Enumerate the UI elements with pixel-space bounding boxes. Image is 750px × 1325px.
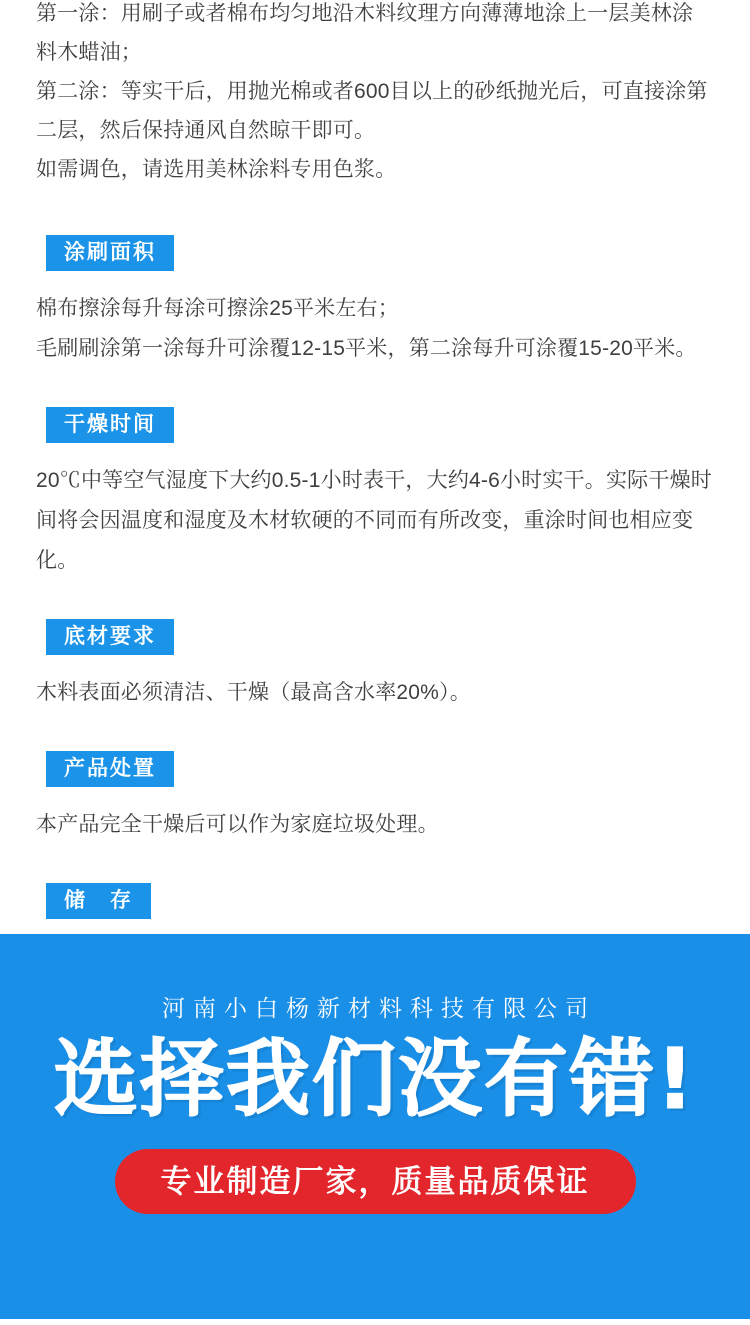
section-line: 毛刷刷涂第一涂每升可涂覆12-15平米，第二涂每升可涂覆15-20平米。 (36, 337, 697, 360)
section-body (36, 673, 714, 713)
section-heading-badge: 干燥时间 (46, 407, 174, 443)
section-drying-time (36, 407, 714, 581)
section-heading-wrap (46, 235, 714, 271)
section-heading-badge: 储 存 (46, 883, 151, 919)
section-substrate-requirements (36, 619, 714, 713)
intro-line-3: 如需调色，请选用美林涂料专用色浆。 (36, 158, 397, 181)
section-line: 20℃中等空气湿度下大约0.5-1小时表干，大约4-6小时实干。实际干燥时间将会因温度和湿度及木材软硬的不同而有所改变，重涂时间也相应变化。 (36, 469, 712, 572)
section-line: 棉布擦涂每升每涂可擦涂25平米左右； (36, 297, 399, 320)
quality-guarantee-button[interactable]: 专业制造厂家，质量品质保证 (115, 1149, 636, 1214)
section-coverage-area (36, 235, 714, 369)
section-body (36, 461, 714, 581)
section-body (36, 805, 714, 845)
section-heading-wrap (46, 407, 714, 443)
company-name: 河南小白杨新材料科技有限公司 (162, 995, 596, 1021)
section-line: 本产品完全干燥后可以作为家庭垃圾处理。 (36, 813, 439, 836)
section-line: 木料表面必须清洁、干燥（最高含水率20%）。 (36, 681, 471, 704)
banner-slogan: 选择我们没有错! (53, 1030, 697, 1128)
intro-line-2: 第二涂：等实干后，用抛光棉或者600目以上的砂纸抛光后，可直接涂第二层，然后保持通风自然晾干即可。 (36, 80, 708, 142)
cta-wrap (0, 1149, 750, 1214)
promo-banner (0, 934, 750, 1319)
section-product-disposal (36, 751, 714, 845)
section-heading-wrap (46, 619, 714, 655)
section-heading-wrap (46, 751, 714, 787)
section-heading-badge: 涂刷面积 (46, 235, 174, 271)
section-heading-badge: 产品处置 (46, 751, 174, 787)
section-heading-wrap (46, 883, 714, 919)
section-body (36, 289, 714, 369)
intro-line-1: 第一涂：用刷子或者棉布均匀地沿木料纹理方向薄薄地涂上一层美林涂料木蜡油； (36, 2, 694, 64)
section-heading-badge: 底材要求 (46, 619, 174, 655)
